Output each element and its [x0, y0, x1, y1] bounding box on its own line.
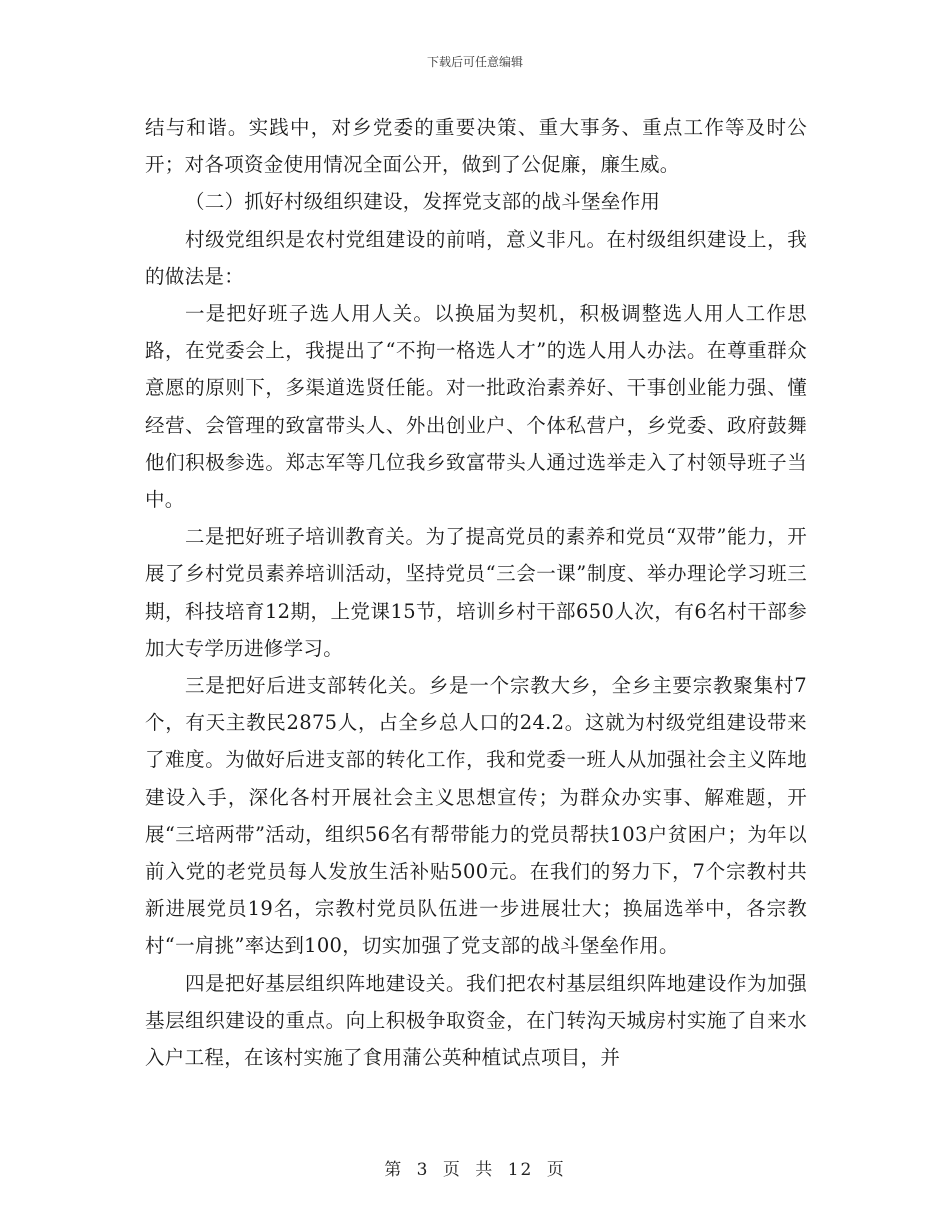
paragraph: 二是把好班子培训教育关。为了提高党员的素养和党员“双带”能力，开展了乡村党员素养培训活动，坚持党员“三会一课”制度、举办理论学习班三期，科技培育12期，上党课15节，培训乡村干部650人次，有6名村干部参加大专学历进修学习。	[145, 525, 807, 660]
paragraph: 一是把好班子选人用人关。以换届为契机，积极调整选人用人工作思路，在党委会上，我提出了“不拘一格选人才”的选人用人办法。在尊重群众意愿的原则下，多渠道选贤任能。对一批政治素养好、干事创业能力强、懂经营、会管理的致富带头人、外出创业户、个体私营户，乡党委、政府鼓舞他们积极参选。郑志军等几位我乡致富带头人通过选举走入了村领导班子当中。	[145, 302, 807, 512]
paragraph-continuation: 结与和谐。实践中，对乡党委的重要决策、重大事务、重点工作等及时公开；对各项资金使用情况全面公开，做到了公促廉，廉生威。	[145, 116, 807, 177]
paragraph: 村级党组织是农村党组建设的前哨，意义非凡。在村级组织建设上，我的做法是：	[145, 227, 807, 288]
paragraph: 四是把好基层组织阵地建设关。我们把农村基层组织阵地建设作为加强基层组织建设的重点。向上积极争取资金，在门转沟天城房村实施了自来水入户工程，在该村实施了食用蒲公英种植试点项目，并	[145, 971, 807, 1070]
page-footer	[0, 1155, 950, 1180]
footer-total-label: 共	[475, 1160, 495, 1180]
document-body	[145, 109, 807, 1076]
footer-prefix: 第	[384, 1160, 404, 1180]
current-page-number: 3	[416, 1160, 430, 1180]
footer-page-unit-2: 页	[546, 1160, 566, 1180]
total-page-count: 12	[507, 1160, 534, 1180]
section-heading: （二）抓好村级组织建设，发挥党支部的战斗堡垒作用	[185, 190, 661, 214]
paragraph: 三是把好后进支部转化关。乡是一个宗教大乡，全乡主要宗教聚集村7个，有天主教民2875人，占全乡总人口的24.2。这就为村级党组建设带来了难度。为做好后进支部的转化工作，我和党委一班人从加强社会主义阵地建设入手，深化各村开展社会主义思想宣传；为群众办实事、解难题，开展“三培两带”活动，组织56名有帮带能力的党员帮扶103户贫困户；为年以前入党的老党员每人发放生活补贴500元。在我们的努力下，7个宗教村共新进展党员19名，宗教村党员队伍进一步进展壮大；换届选举中，各宗教村“一肩挑”率达到100，切实加强了党支部的战斗堡垒作用。	[145, 674, 807, 958]
footer-page-unit: 页	[442, 1160, 462, 1180]
page-header: 下载后可任意编辑	[426, 55, 523, 69]
